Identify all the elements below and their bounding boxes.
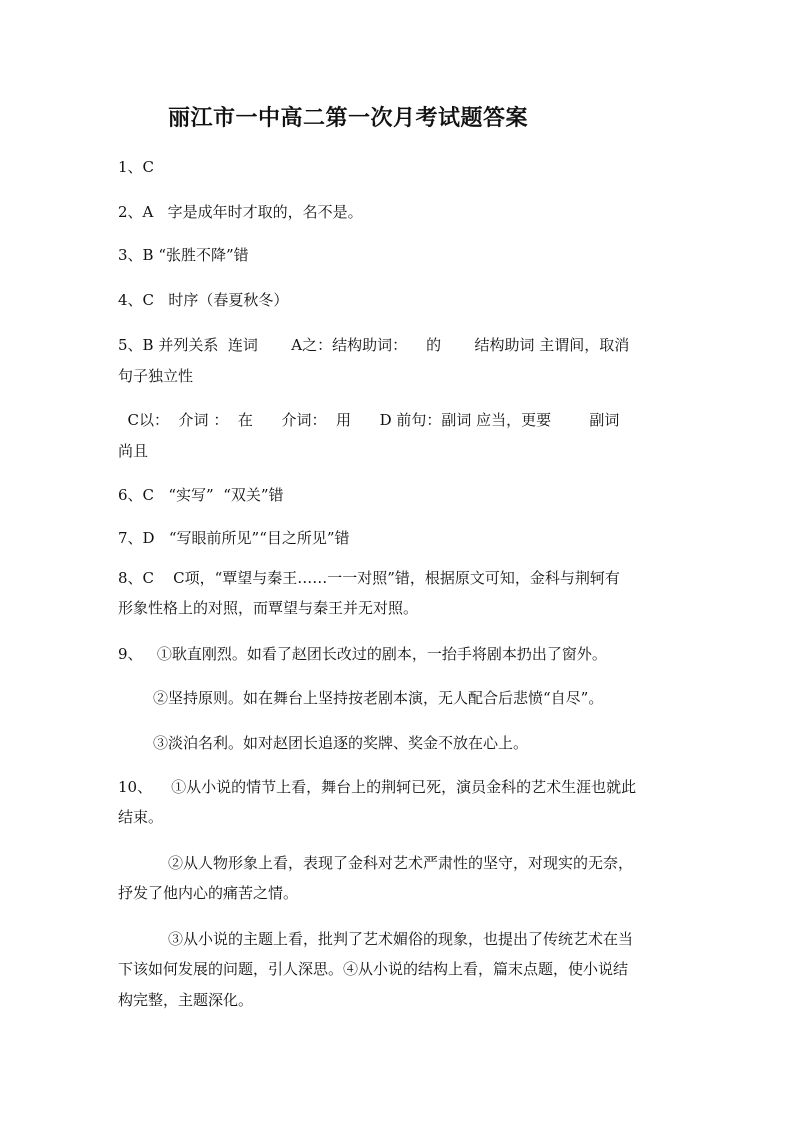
answer-5-line-1: 5、B 并列关系 连词 A之：结构助词： 的 结构助词 主谓间，取消	[118, 336, 630, 354]
answer-6: 6、C “实写” “双关”错	[118, 486, 284, 504]
answer-10-point-3-line-1: ③从小说的主题上看，批判了艺术媚俗的现象，也提出了传统艺术在当	[168, 930, 634, 948]
answer-3: 3、B “张胜不降”错	[118, 246, 249, 264]
answer-5-line-2: 句子独立性	[118, 367, 194, 385]
answer-10-point-2-line-2: 抒发了他内心的痛苦之情。	[118, 884, 299, 902]
answer-10-point-2-line-1: ②从人物形象上看，表现了金科对艺术严肃性的坚守，对现实的无奈，	[168, 854, 634, 872]
answer-1: 1、C	[118, 158, 155, 176]
answer-9-line-2: ②坚持原则。如在舞台上坚持按老剧本演，无人配合后悲愤“自尽”。	[153, 689, 604, 707]
answer-2: 2、A 字是成年时才取的，名不是。	[118, 203, 363, 221]
answer-9-line-1: 9、 ①耿直刚烈。如看了赵团长改过的剧本，一抬手将剧本扔出了窗外。	[118, 645, 607, 663]
answer-9-line-3: ③淡泊名利。如对赵团长追逐的奖牌、奖金不放在心上。	[153, 734, 529, 752]
answer-8-line-2: 形象性格上的对照，而覃望与秦王并无对照。	[118, 599, 419, 617]
answer-8-line-1: 8、C C项，“覃望与秦王……一一对照”错，根据原文可知，金科与荆轲有	[118, 569, 620, 587]
answer-10-line-1: 10、 ①从小说的情节上看，舞台上的荆轲已死，演员金科的艺术生涯也就此	[118, 778, 637, 796]
answer-10-point-3-line-3: 构完整，主题深化。	[118, 991, 254, 1009]
answer-5-note-line-1: C以： 介词 ： 在 介词： 用 D 前句：副词 应当，更要 副词	[118, 411, 620, 429]
answer-10-line-2: 结束。	[118, 808, 164, 826]
answer-4: 4、C 时序（春夏秋冬）	[118, 291, 289, 309]
page-title: 丽江市一中高二第一次月考试题答案	[168, 106, 529, 131]
answer-10-point-3-line-2: 下该如何发展的问题，引人深思。④从小说的结构上看，篇末点题，使小说结	[118, 960, 629, 978]
answer-7: 7、D “写眼前所见”“目之所见”错	[118, 529, 350, 547]
answer-5-note-line-2: 尚且	[118, 442, 149, 460]
